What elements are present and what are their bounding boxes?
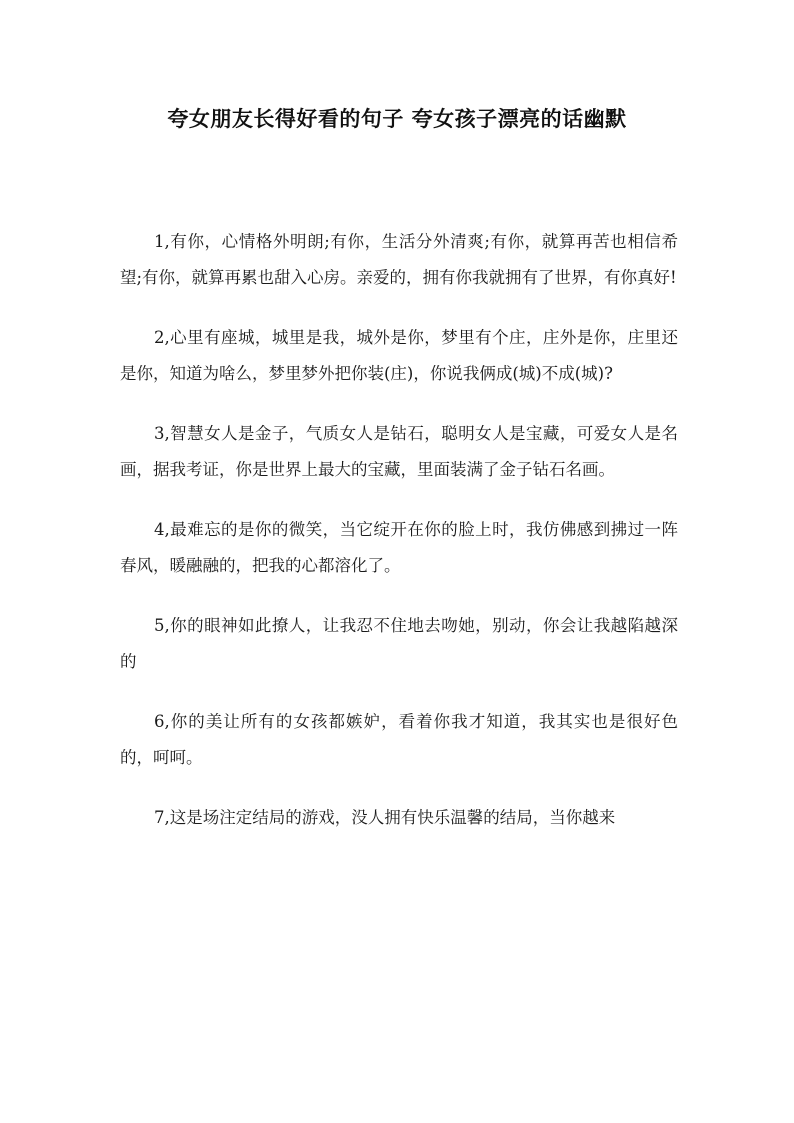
paragraph-5: 5,你的眼神如此撩人，让我忍不住地去吻她，别动，你会让我越陷越深的: [120, 616, 678, 671]
paragraph-1: 1,有你，心情格外明朗;有你，生活分外清爽;有你，就算再苦也相信希望;有你，就算再累也甜入心房。亲爱的，拥有你我就拥有了世界，有你真好!: [120, 232, 678, 287]
paragraph-2: 2,心里有座城，城里是我，城外是你，梦里有个庄，庄外是你，庄里还是你，知道为啥么，梦里梦外把你装(庄)，你说我俩成(城)不成(城)?: [120, 328, 678, 383]
document-body: [120, 224, 678, 860]
paragraph-4: 4,最难忘的是你的微笑，当它绽开在你的脸上时，我仿佛感到拂过一阵春风，暖融融的，把我的心都溶化了。: [120, 520, 678, 575]
paragraph-7: 7,这是场注定结局的游戏，没人拥有快乐温馨的结局，当你越来: [154, 808, 616, 827]
document-title: 夸女朋友长得好看的句子 夸女孩子漂亮的话幽默: [167, 107, 627, 131]
paragraph-6: 6,你的美让所有的女孩都嫉妒，看着你我才知道，我其实也是很好色的，呵呵。: [120, 712, 678, 767]
paragraph-3: 3,智慧女人是金子，气质女人是钻石，聪明女人是宝藏，可爱女人是名画，据我考证，你是世界上最大的宝藏，里面装满了金子钻石名画。: [120, 424, 678, 479]
